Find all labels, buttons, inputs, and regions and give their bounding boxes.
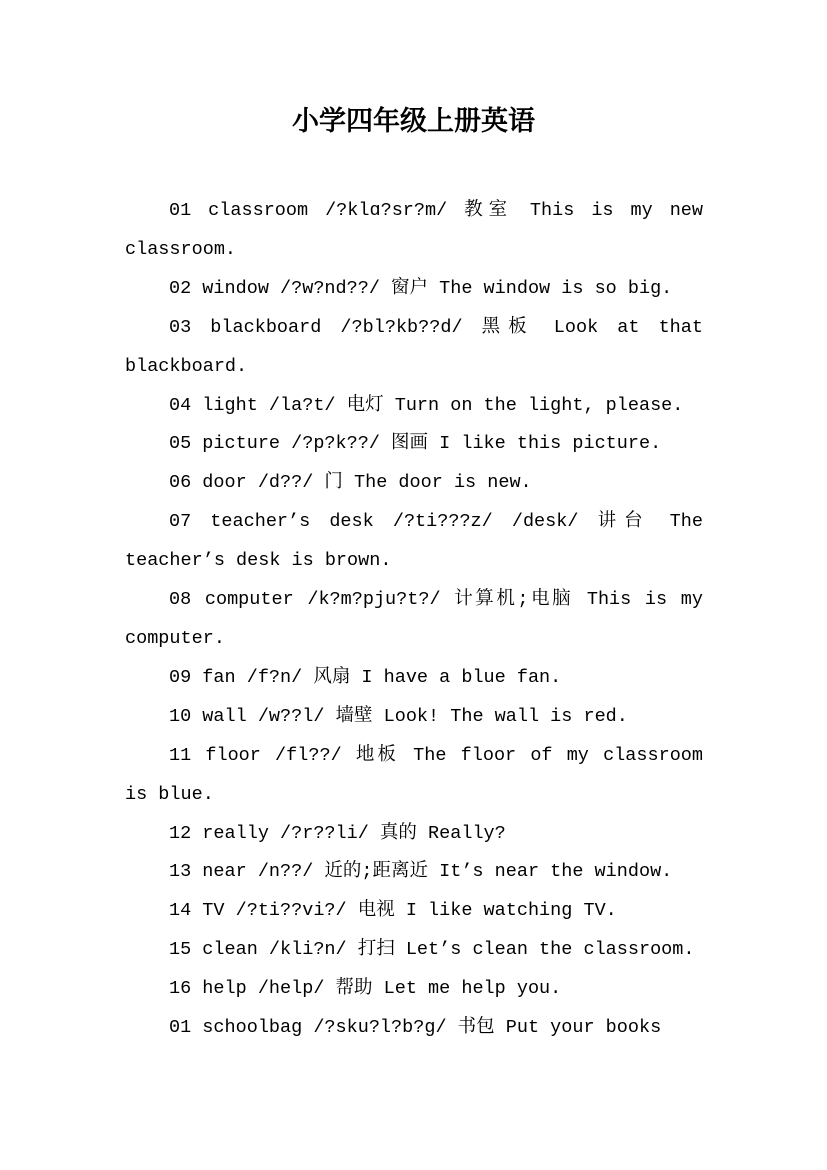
vocabulary-entry: 04 light /la?t/ 电灯 Turn on the light, please. — [169, 394, 684, 416]
vocabulary-entry: 11 floor /fl??/ 地板 The floor of my classroom is blue. — [125, 744, 703, 805]
vocabulary-entry: 10 wall /w??l/ 墙壁 Look! The wall is red. — [169, 705, 628, 727]
vocabulary-entry: 06 door /d??/ 门 The door is new. — [169, 472, 532, 494]
vocabulary-entry: 13 near /n??/ 近的;距离近 It’s near the window. — [169, 861, 673, 883]
vocabulary-entry: 14 TV /?ti??vi?/ 电视 I like watching TV. — [169, 900, 617, 922]
document-title: 小学四年级上册英语 — [292, 106, 535, 137]
vocabulary-entry: 09 fan /f?n/ 风扇 I have a blue fan. — [169, 666, 562, 688]
vocabulary-entry: 05 picture /?p?k??/ 图画 I like this picture. — [169, 433, 662, 455]
vocabulary-entry: 16 help /help/ 帮助 Let me help you. — [169, 978, 562, 1000]
vocabulary-entry: 01 schoolbag /?sku?l?b?g/ 书包 Put your books — [169, 1017, 662, 1039]
vocabulary-entry: 08 computer /k?m?pju?t?/ 计算机;电脑 This is my computer. — [125, 589, 703, 649]
vocabulary-entry: 12 really /?r??li/ 真的 Really? — [169, 822, 506, 844]
vocabulary-entry: 03 blackboard /?bl?kb??d/ 黑板 Look at that blackboard. — [125, 316, 703, 377]
vocabulary-list — [125, 192, 703, 1048]
vocabulary-entry: 02 window /?w?nd??/ 窗户 The window is so big. — [169, 277, 673, 299]
vocabulary-entry: 07 teacher’s desk /?ti???z/ /desk/ 讲台 The teacher’s desk is brown. — [125, 511, 703, 572]
vocabulary-entry: 15 clean /kli?n/ 打扫 Let’s clean the classroom. — [169, 939, 695, 961]
vocabulary-entry: 01 classroom /?klɑ?sr?m/ 教室 This is my new classroom. — [125, 200, 703, 260]
